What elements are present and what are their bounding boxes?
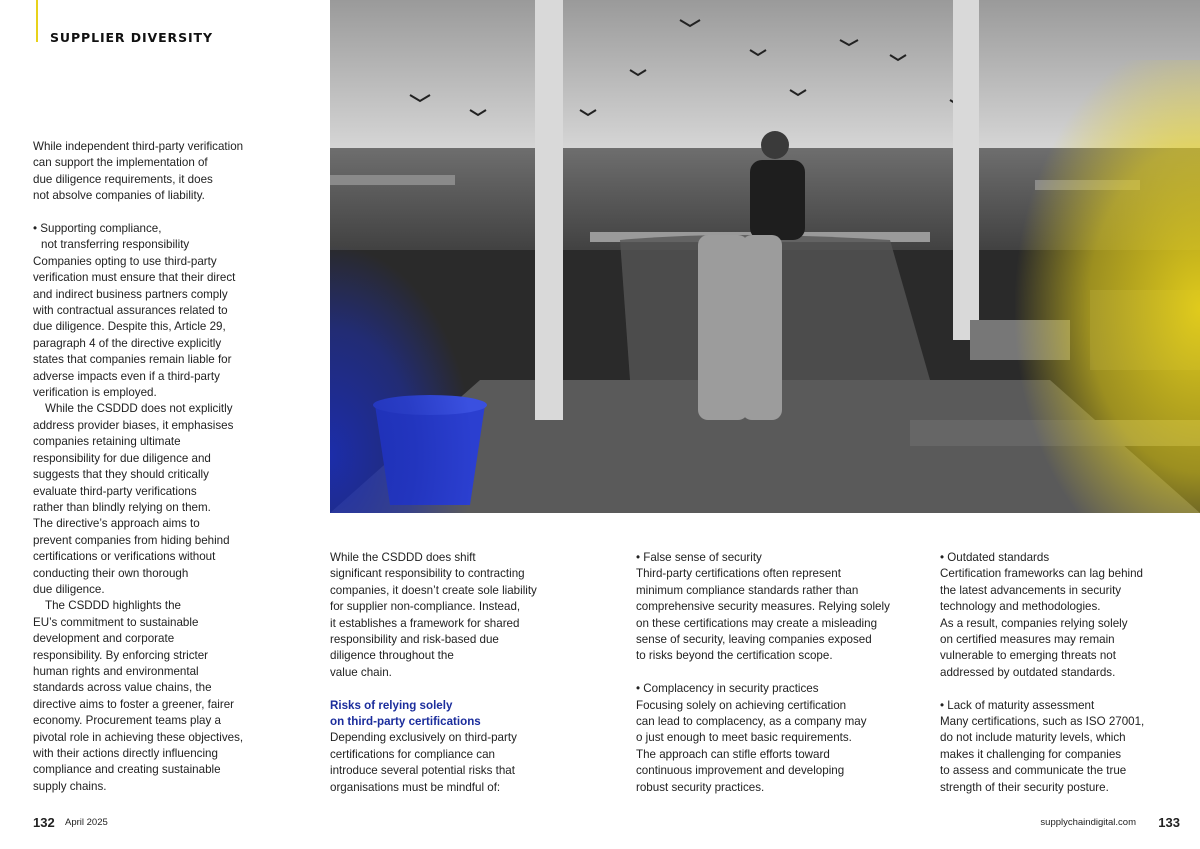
column-2: [330, 550, 575, 796]
body-line: on certified measures may remain: [940, 633, 1115, 647]
page-number-left: 132: [33, 815, 55, 830]
body-line: directive aims to foster a greener, fairer: [33, 697, 235, 711]
subheading: Risks of relying solely: [330, 698, 453, 712]
body-line: Depending exclusively on third-party: [330, 731, 517, 745]
body-line: prevent companies from hiding behind: [33, 533, 230, 547]
body-line: evaluate third-party verifications: [33, 484, 197, 498]
body-line: can lead to complacency, as a company may: [636, 715, 867, 729]
bullet-heading: • Outdated standards: [940, 551, 1050, 564]
website-link[interactable]: supplychaindigital.com: [1040, 817, 1136, 828]
column-4: [940, 550, 1185, 796]
body-line: As a result, companies relying solely: [940, 616, 1128, 630]
intro-line: not absolve companies of liability.: [33, 189, 205, 203]
bullet-heading: • Supporting compliance,: [33, 222, 162, 236]
body-line: While the CSDDD does shift: [330, 551, 476, 564]
bullet-heading: • Complacency in security practices: [636, 682, 819, 696]
body-line: certifications or verifications without: [33, 550, 216, 564]
body-line: verification must ensure that their direct: [33, 271, 236, 285]
body-line: paragraph 4 of the directive explicitly: [33, 336, 222, 350]
bullet-heading: not transferring responsibility: [41, 238, 190, 252]
body-line: with contractual assurances related to: [33, 304, 228, 318]
body-line: pivotal role in achieving these objectives,: [33, 730, 244, 744]
column-1: [33, 139, 278, 795]
issue-date: April 2025: [65, 817, 108, 828]
body-line: companies, it doesn’t create sole liability: [330, 583, 537, 597]
body-line: supply chains.: [33, 779, 107, 793]
body-line: to risks beyond the certification scope.: [636, 649, 833, 663]
body-line: responsibility for due diligence and: [33, 451, 211, 465]
intro-line: can support the implementation of: [33, 156, 208, 170]
body-line: value chain.: [330, 665, 392, 679]
column-3: [636, 550, 911, 796]
body-line: comprehensive security measures. Relying solely: [636, 600, 890, 614]
body-line: do not include maturity levels, which: [940, 731, 1126, 745]
body-line: verification is employed.: [33, 386, 157, 400]
body-line: compliance and creating sustainable: [33, 763, 221, 777]
body-line: conducting their own thorough: [33, 566, 189, 580]
body-line: Third-party certifications often represent: [636, 567, 841, 581]
body-line: strength of their security posture.: [940, 780, 1109, 794]
body-line: it establishes a framework for shared: [330, 616, 520, 630]
body-line: to assess and communicate the true: [940, 764, 1127, 778]
body-line: Certification frameworks can lag behind: [940, 567, 1143, 581]
body-line: o just enough to meet basic requirements.: [636, 731, 852, 745]
body-line: The approach can stifle efforts toward: [636, 747, 830, 761]
body-line: Focusing solely on achieving certification: [636, 698, 847, 712]
fishing-boat-photo: [330, 0, 1200, 513]
body-line: adverse impacts even if a third-party: [33, 369, 220, 383]
body-line: minimum compliance standards rather than: [636, 583, 859, 597]
body-line: the latest advancements in security: [940, 583, 1122, 597]
body-line: diligence throughout the: [330, 649, 454, 663]
body-line: responsibility and risk-based due: [330, 633, 499, 647]
body-line: for supplier non-compliance. Instead,: [330, 600, 521, 614]
body-line: responsibility. By enforcing stricter: [33, 648, 209, 662]
body-line: EU’s commitment to sustainable: [33, 615, 199, 629]
section-title: SUPPLIER DIVERSITY: [50, 30, 213, 45]
body-line: vulnerable to emerging threats not: [940, 649, 1116, 663]
page-number-right: 133: [1158, 815, 1180, 830]
body-line: and indirect business partners comply: [33, 287, 228, 301]
intro-line: While independent third-party verification: [33, 140, 244, 153]
body-line: development and corporate: [33, 632, 175, 646]
body-line: sense of security, leaving companies exposed: [636, 633, 872, 647]
body-line: states that companies remain liable for: [33, 353, 232, 367]
body-line: rather than blindly relying on them.: [33, 500, 211, 514]
body-line: due diligence.: [33, 582, 105, 596]
body-line: addressed by outdated standards.: [940, 665, 1116, 679]
body-line: Companies opting to use third-party: [33, 254, 217, 268]
body-line: The directive’s approach aims to: [33, 517, 200, 531]
subheading: on third-party certifications: [330, 715, 481, 729]
body-line: suggests that they should critically: [33, 468, 209, 482]
accent-rule: [36, 0, 38, 42]
body-line: robust security practices.: [636, 780, 765, 794]
body-line: introduce several potential risks that: [330, 764, 515, 778]
body-line: makes it challenging for companies: [940, 747, 1122, 761]
body-line: significant responsibility to contracting: [330, 567, 525, 581]
body-line: technology and methodologies.: [940, 600, 1101, 614]
body-line: Many certifications, such as ISO 27001,: [940, 715, 1145, 729]
body-line: economy. Procurement teams play a: [33, 714, 221, 728]
body-line: standards across value chains, the: [33, 681, 212, 695]
body-line: continuous improvement and developing: [636, 764, 845, 778]
bullet-heading: • Lack of maturity assessment: [940, 698, 1095, 712]
body-line: organisations must be mindful of:: [330, 780, 501, 794]
body-line: While the CSDDD does not explicitly: [45, 402, 233, 416]
body-line: with their actions directly influencing: [33, 747, 218, 761]
body-line: human rights and environmental: [33, 664, 199, 678]
body-line: The CSDDD highlights the: [45, 599, 181, 613]
body-line: companies retaining ultimate: [33, 435, 181, 449]
body-line: address provider biases, it emphasises: [33, 418, 234, 432]
intro-line: due diligence requirements, it does: [33, 172, 213, 186]
body-line: on these certifications may create a misleading: [636, 616, 878, 630]
body-line: due diligence. Despite this, Article 29,: [33, 320, 226, 334]
body-line: certifications for compliance can: [330, 747, 495, 761]
bullet-heading: • False sense of security: [636, 551, 762, 564]
